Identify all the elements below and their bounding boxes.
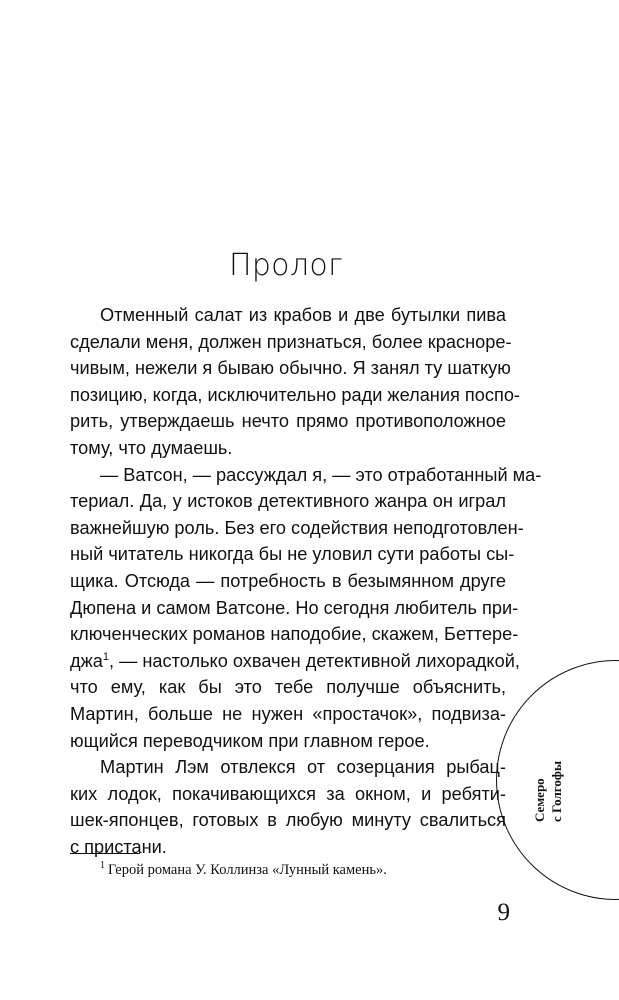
text-fragment: джа bbox=[70, 650, 103, 671]
text-line: Дюпена и самом Ватсоне. Но сегодня любитель при- bbox=[70, 597, 519, 618]
text-line bbox=[70, 648, 520, 675]
text-line: щика. Отсюда — потребность в безымянном друге bbox=[70, 570, 506, 591]
footnote-reference[interactable]: 1 bbox=[102, 650, 110, 663]
text-line: ких лодок, покачивающихся за окном, и ребяти- bbox=[70, 783, 506, 804]
text-line: тому, что думаешь. bbox=[70, 437, 233, 458]
text-line: ключенческих романов наподобие, скажем, Беттере- bbox=[70, 624, 519, 645]
text-line: териал. Да, у истоков детективного жанра он играл bbox=[70, 491, 506, 512]
footnote bbox=[100, 860, 387, 880]
text-line: что ему, как бы это тебе получше объяснить, bbox=[70, 677, 506, 698]
text-line: ный читатель никогда бы не уловил сути работы сы- bbox=[70, 544, 515, 565]
page-number: 9 bbox=[497, 899, 510, 926]
text-line: Отменный салат из крабов и две бутылки пива bbox=[100, 305, 506, 325]
footnote-divider bbox=[70, 853, 140, 854]
text-line: Мартин Лэм отвлекся от созерцания рыбац- bbox=[100, 757, 506, 778]
text-line: с пристани. bbox=[70, 836, 167, 857]
text-line: — Ватсон, — рассуждал я, — это отработанный ма- bbox=[100, 464, 542, 485]
text-line: позицию, когда, исключительно ради желания поспо- bbox=[70, 384, 520, 405]
text-line: сделали меня, должен признаться, более красноре- bbox=[70, 331, 512, 352]
text-line: ющийся переводчиком при главном герое. bbox=[70, 730, 430, 751]
text-line: рить, утверждаешь нечто прямо противоположное bbox=[70, 411, 506, 432]
section-tab-line: Семеро bbox=[532, 778, 547, 822]
text-line: шек-японцев, готовых в любую минуту свалиться bbox=[70, 810, 506, 831]
section-tab-label bbox=[532, 740, 572, 820]
footnote-marker: 1 bbox=[100, 860, 105, 872]
text-line: Мартин, больше не нужен «простачок», подвиза- bbox=[70, 703, 506, 724]
text-line: чивым, нежели я бываю обычно. Я занял ту шаткую bbox=[70, 358, 511, 379]
text-fragment: , — настолько охвачен детективной лихорадкой, bbox=[109, 650, 520, 671]
chapter-title: Пролог bbox=[228, 248, 344, 283]
section-tab-line: с Голгофы bbox=[549, 761, 564, 822]
footnote-text: Герой романа У. Коллинза «Лунный камень». bbox=[108, 862, 387, 878]
text-line: важнейшую роль. Без его содействия неподготовлен- bbox=[70, 517, 524, 538]
